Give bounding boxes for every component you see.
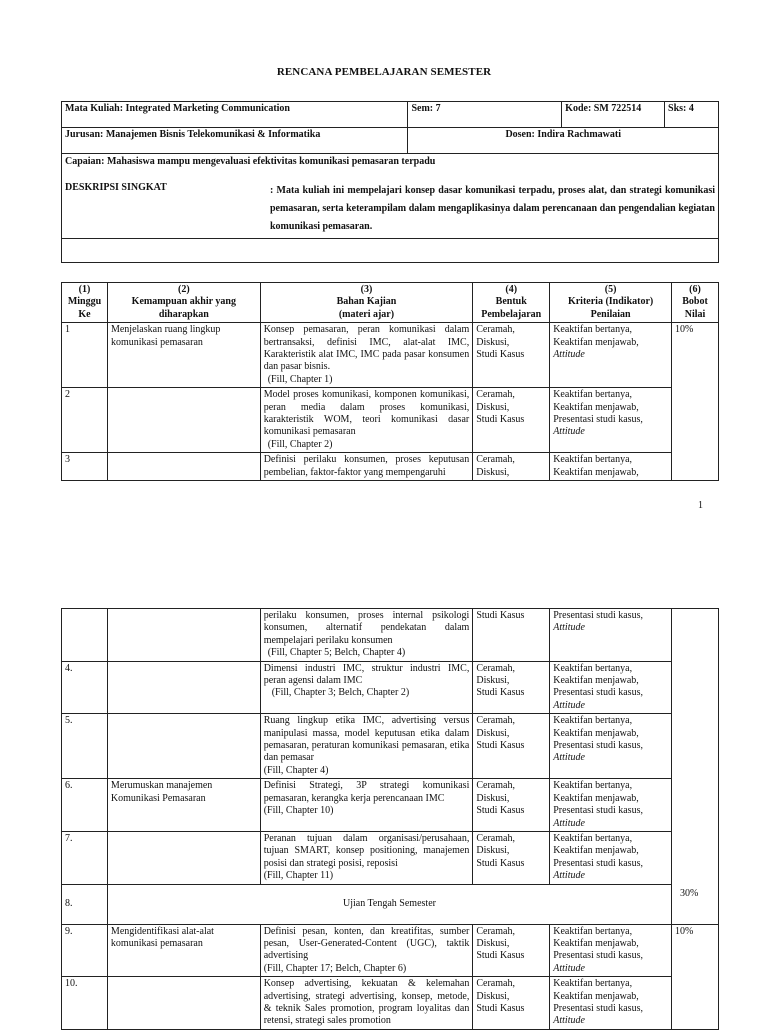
table-row — [62, 453, 719, 481]
kriteria-cell: Keaktifan bertanya, Keaktifan menjawab, Attitude — [550, 323, 672, 388]
bahan-cell: perilaku konsumen, proses internal psikologi konsumen, alternatif pendekatan dalam mempelajari perilaku konsumen (Fill, Chapter 5; Belch, Chapter 4) — [260, 609, 473, 662]
kemampuan-cell — [107, 609, 260, 662]
kemampuan-cell — [107, 831, 260, 884]
kemampuan-cell: Mengidentifikasi alat-alat komunikasi pemasaran — [107, 924, 260, 977]
kriteria-cell: Keaktifan bertanya, Keaktifan menjawab, Presentasi studi kasus, Attitude — [550, 714, 672, 779]
bentuk-cell: Ceramah, Diskusi, Studi Kasus — [473, 323, 550, 388]
bentuk-cell: Ceramah, Diskusi, Studi Kasus — [473, 831, 550, 884]
header-kemampuan: (2) Kemampuan akhir yang diharapkan — [107, 283, 260, 323]
mata-kuliah: Mata Kuliah: Integrated Marketing Communication — [62, 102, 408, 128]
kemampuan-cell — [107, 714, 260, 779]
table-row — [62, 388, 719, 453]
kemampuan-cell — [107, 661, 260, 714]
table-row — [62, 831, 719, 884]
bahan-cell: Peranan tujuan dalam organisasi/perusahaan, tujuan SMART, konsep positioning, manajemen posisi dan strategi posisi, reposisi (Fill, Chapter 11) — [260, 831, 473, 884]
bahan-cell: Ruang lingkup etika IMC, advertising versus manipulasi massa, model keputusan etika dalam pemasaran, peraturan komunikasi pemasaran, etika dan pemasar (Fill, Chapter 4) — [260, 714, 473, 779]
bentuk-cell: Ceramah, Diskusi, Studi Kasus — [473, 924, 550, 977]
kriteria-cell: Keaktifan bertanya, Keaktifan menjawab, — [550, 453, 672, 481]
bentuk-cell: Ceramah, Diskusi, Studi Kasus — [473, 779, 550, 832]
table-row — [62, 323, 719, 388]
bahan-cell: Definisi pesan, konten, dan kreatifitas, sumber pesan, User-Generated-Content (UGC), taktik advertising (Fill, Chapter 17; Belch, Chapter 6) — [260, 924, 473, 977]
week-cell: 3 — [62, 453, 108, 481]
capaian: Capaian: Mahasiswa mampu mengevaluasi efektivitas komunikasi pemasaran terpadu — [65, 156, 436, 167]
kemampuan-cell: Merumuskan manajemen Komunikasi Pemasaran — [107, 779, 260, 832]
bentuk-cell: Ceramah, Diskusi, Studi Kasus — [473, 661, 550, 714]
schedule-table-page2 — [61, 608, 719, 1030]
kriteria-cell: Keaktifan bertanya, Keaktifan menjawab, Presentasi studi kasus, Attitude — [550, 779, 672, 832]
dosen: Dosen: Indira Rachmawati — [408, 128, 719, 154]
jurusan: Jurusan: Manajemen Bisnis Telekomunikasi & Informatika — [62, 128, 408, 154]
bobot-cell: 10% — [672, 323, 719, 481]
header-bentuk: (4) Bentuk Pembelajaran — [473, 283, 550, 323]
bahan-cell: Definisi perilaku konsumen, proses keputusan pembelian, faktor-faktor yang mempengaruhi — [260, 453, 473, 481]
kemampuan-cell: Menjelaskan ruang lingkup komunikasi pemasaran — [107, 323, 260, 388]
empty-row — [62, 239, 719, 263]
kemampuan-cell — [107, 388, 260, 453]
bahan-cell: Dimensi industri IMC, struktur industri IMC, peran agensi dalam IMC (Fill, Chapter 3; Belch, Chapter 2) — [260, 661, 473, 714]
kriteria-cell: Keaktifan bertanya, Keaktifan menjawab, Presentasi studi kasus, Attitude — [550, 831, 672, 884]
table-row — [62, 779, 719, 832]
table-row — [62, 609, 719, 662]
kriteria-cell: Keaktifan bertanya, Keaktifan menjawab, Presentasi studi kasus, Attitude — [550, 977, 672, 1030]
bahan-cell: Konsep pemasaran, peran komunikasi dalam bertransaksi, definisi IMC, alat-alat IMC, Karakteristik alat IMC, IMC pada pasar konsumen dan pasar bisnis. (Fill, Chapter 1) — [260, 323, 473, 388]
week-cell: 6. — [62, 779, 108, 832]
kriteria-cell: Presentasi studi kasus, Attitude — [550, 609, 672, 662]
uts-bobot: 30% — [680, 888, 699, 899]
table-row — [62, 977, 719, 1030]
deskripsi-text: : Mata kuliah ini mempelajari konsep dasar komunikasi terpadu, proses alat, dan strategi komunikasi pemasaran, serta keterampilam dalam mengaplikasinya dalam perencanaan dan pengendalian kegiatan komunikasi pemasaran. — [270, 185, 715, 233]
bentuk-cell: Ceramah, Diskusi, Studi Kasus — [473, 388, 550, 453]
bobot-cell — [672, 609, 719, 925]
week-cell: 1 — [62, 323, 108, 388]
deskripsi-label: DESKRIPSI SINGKAT — [65, 182, 167, 194]
bentuk-cell: Ceramah, Diskusi, — [473, 453, 550, 481]
week-cell: 5. — [62, 714, 108, 779]
bahan-cell: Model proses komunikasi, komponen komunikasi, peran media dalam proses komunikasi, karakteristik WOM, teori komunikasi dasar komunikasi pemasaran (Fill, Chapter 2) — [260, 388, 473, 453]
uts-label: Ujian Tengah Semester — [107, 884, 671, 924]
document-title: RENCANA PEMBELAJARAN SEMESTER — [276, 66, 492, 78]
week-cell: 10. — [62, 977, 108, 1030]
kriteria-cell: Keaktifan bertanya, Keaktifan menjawab, Presentasi studi kasus, Attitude — [550, 924, 672, 977]
bentuk-cell: Ceramah, Diskusi, Studi Kasus — [473, 977, 550, 1030]
sks: Sks: 4 — [665, 102, 719, 128]
bentuk-cell: Ceramah, Diskusi, Studi Kasus — [473, 714, 550, 779]
bahan-cell: Definisi Strategi, 3P strategi komunikasi pemasaran, kerangka kerja perencanaan IMC (Fill, Chapter 10) — [260, 779, 473, 832]
kemampuan-cell — [107, 977, 260, 1030]
capaian-deskripsi-cell — [62, 154, 719, 239]
week-cell: 9. — [62, 924, 108, 977]
uts-row — [62, 884, 719, 924]
week-cell: 8. — [62, 884, 108, 924]
kemampuan-cell — [107, 453, 260, 481]
week-cell: 7. — [62, 831, 108, 884]
kode: Kode: SM 722514 — [562, 102, 665, 128]
course-info-table — [61, 101, 719, 263]
week-cell: 4. — [62, 661, 108, 714]
header-kriteria: (5) Kriteria (Indikator) Penilaian — [550, 283, 672, 323]
kriteria-cell: Keaktifan bertanya, Keaktifan menjawab, Presentasi studi kasus, Attitude — [550, 388, 672, 453]
table-row — [62, 924, 719, 977]
schedule-table-page1 — [61, 282, 719, 481]
table-row — [62, 661, 719, 714]
header-bahan: (3) Bahan Kajian (materi ajar) — [260, 283, 473, 323]
table-header — [62, 283, 719, 323]
header-bobot: (6) Bobot Nilai — [672, 283, 719, 323]
week-cell: 2 — [62, 388, 108, 453]
semester: Sem: 7 — [408, 102, 562, 128]
kriteria-cell: Keaktifan bertanya, Keaktifan menjawab, Presentasi studi kasus, Attitude — [550, 661, 672, 714]
week-cell — [62, 609, 108, 662]
bobot-cell: 10% — [672, 924, 719, 1029]
table-row — [62, 714, 719, 779]
bentuk-cell: Studi Kasus — [473, 609, 550, 662]
header-minggu: (1) Minggu Ke — [62, 283, 108, 323]
bahan-cell: Konsep advertising, kekuatan & kelemahan advertising, strategi advertising, konsep, metode, & teknik Sales promotion, program loyalitas dan retensi, strategi sales promotion — [260, 977, 473, 1030]
page-number: 1 — [698, 500, 703, 511]
